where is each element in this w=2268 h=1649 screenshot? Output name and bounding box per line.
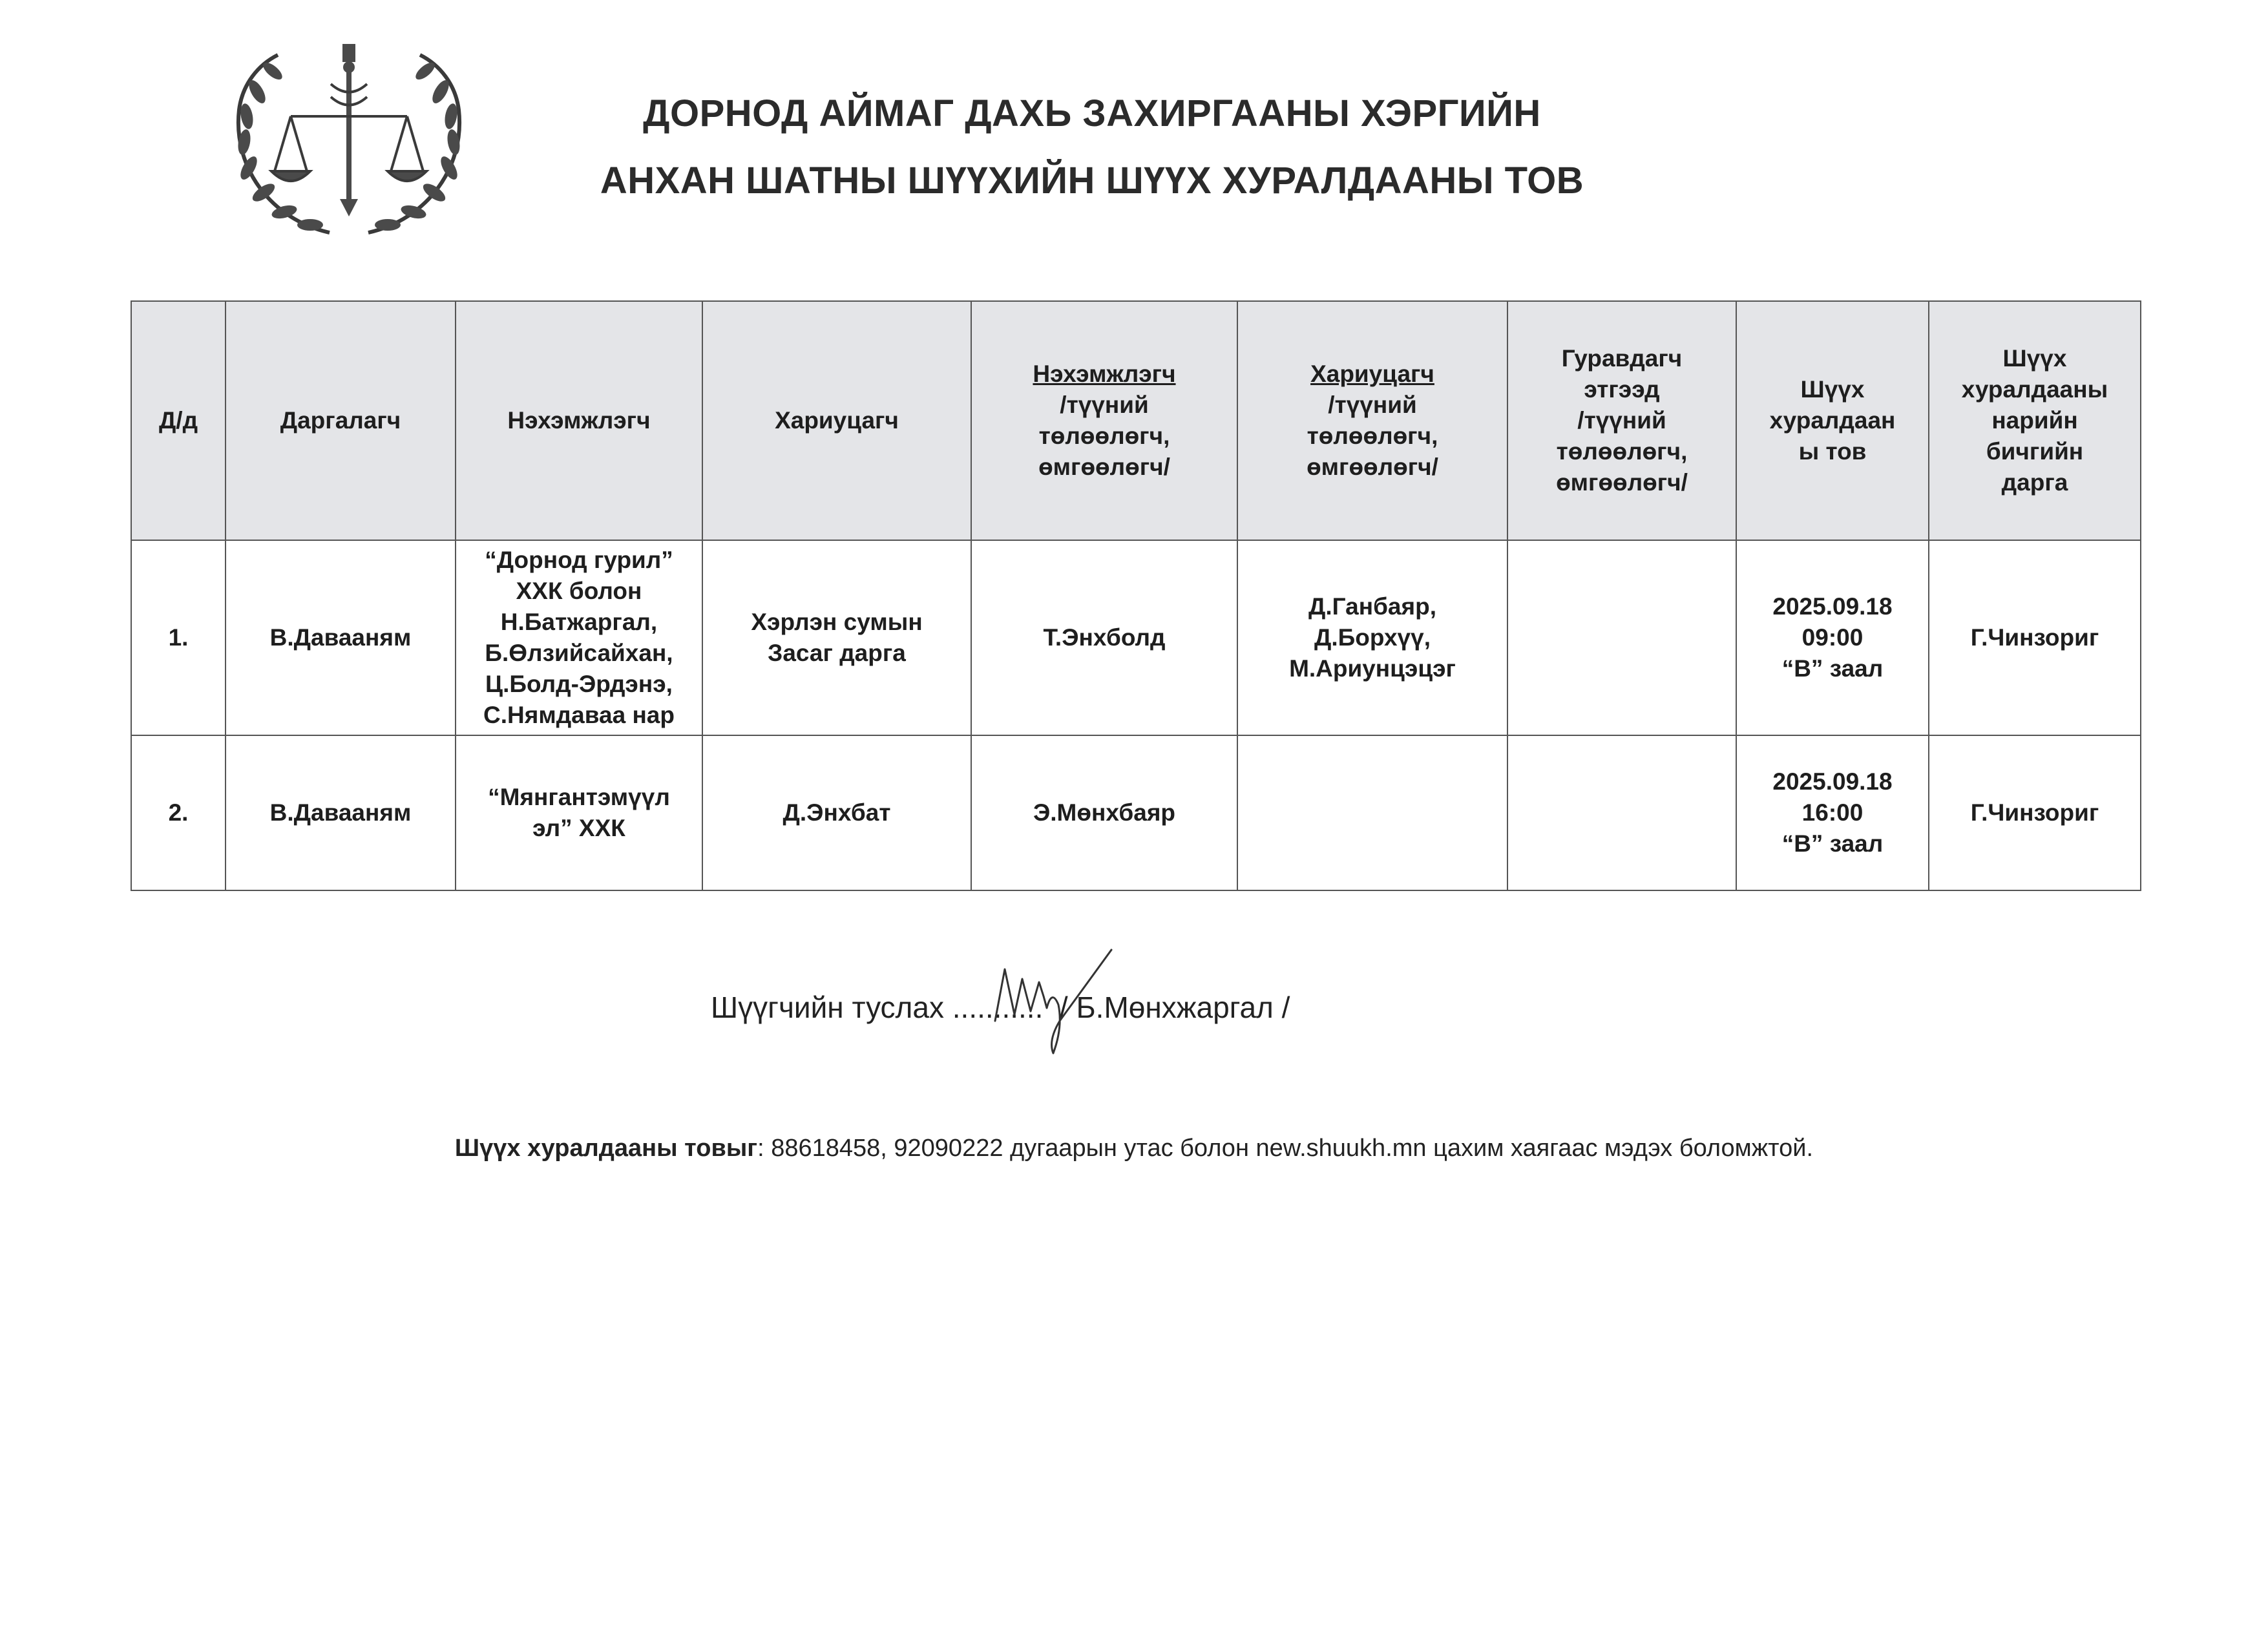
col-header-plaintiff-rep	[971, 301, 1237, 540]
cell-number: 1.	[131, 540, 226, 735]
cell-defendant-rep: Д.Ганбаяр, Д.Борхүү, М.Ариунцэцэг	[1237, 540, 1507, 735]
cell-defendant: Хэрлэн сумын Засаг дарга	[702, 540, 971, 735]
cell-defendant: Д.Энхбат	[702, 735, 971, 890]
col-header-presiding: Даргалагч	[226, 301, 456, 540]
signature-name: / Б.Мөнхжаргал /	[1059, 991, 1290, 1024]
page-title-line1: ДОРНОД АЙМАГ ДАХЬ ЗАХИРГААНЫ ХЭРГИЙН	[643, 92, 1541, 134]
cell-presiding: В.Давааням	[226, 540, 456, 735]
cell-third-party	[1507, 735, 1736, 890]
col-header-schedule: Шүүх хуралдаан ы тов	[1736, 301, 1929, 540]
cell-plaintiff-rep: Т.Энхболд	[971, 540, 1237, 735]
cell-schedule: 2025.09.18 16:00 “В” заал	[1736, 735, 1929, 890]
table-header-row	[131, 301, 2141, 540]
table-row	[131, 735, 2141, 890]
col-header-number: Д/д	[131, 301, 226, 540]
signature-dots: ...........	[952, 991, 1044, 1024]
cell-secretary: Г.Чинзориг	[1929, 540, 2141, 735]
col-header-plaintiff-rep-head: Нэхэмжлэгч	[1033, 361, 1176, 387]
cell-number: 2.	[131, 735, 226, 890]
col-header-plaintiff: Нэхэмжлэгч	[456, 301, 702, 540]
col-header-defendant: Хариуцагч	[702, 301, 971, 540]
table-row	[131, 540, 2141, 735]
cell-plaintiff: “Мянгантэмүүл эл” ХХК	[456, 735, 702, 890]
col-header-defendant-rep	[1237, 301, 1507, 540]
cell-plaintiff-rep: Э.Мөнхбаяр	[971, 735, 1237, 890]
col-header-defendant-rep-head: Хариуцагч	[1310, 361, 1434, 387]
signature-label: Шүүгчийн туслах	[711, 991, 944, 1024]
footer-note	[0, 1135, 2268, 1162]
hearing-schedule-table	[131, 300, 2141, 891]
col-header-defendant-rep-rest: /түүний төлөөлөгч, өмгөөлөгч/	[1307, 392, 1438, 480]
cell-defendant-rep	[1237, 735, 1507, 890]
court-emblem-icon	[220, 39, 478, 252]
footer-rest: : 88618458, 92090222 дугаарын утас болон new.shuukh.mn цахим хаягаас мэдэх боломжтой.	[757, 1135, 1814, 1162]
page-title-line2: АНХАН ШАТНЫ ШҮҮХИЙН ШҮҮХ ХУРАЛДААНЫ ТОВ	[600, 160, 1584, 202]
cell-secretary: Г.Чинзориг	[1929, 735, 2141, 890]
cell-schedule: 2025.09.18 09:00 “В” заал	[1736, 540, 1929, 735]
cell-plaintiff: “Дорнод гурил” ХХК болон Н.Батжаргал, Б.Өлзийсайхан, Ц.Болд-Эрдэнэ, С.Нямдаваа нар	[456, 540, 702, 735]
cell-presiding: В.Давааням	[226, 735, 456, 890]
cell-third-party	[1507, 540, 1736, 735]
col-header-third-party: Гуравдагч этгээд /түүний төлөөлөгч, өмгөөлөгч/	[1507, 301, 1736, 540]
col-header-secretary: Шүүх хуралдааны нарийн бичгийн дарга	[1929, 301, 2141, 540]
col-header-plaintiff-rep-rest: /түүний төлөөлөгч, өмгөөлөгч/	[1038, 392, 1170, 480]
footer-bold: Шүүх хуралдааны товыг	[454, 1135, 758, 1162]
signature-scribble-icon	[982, 943, 1124, 1060]
